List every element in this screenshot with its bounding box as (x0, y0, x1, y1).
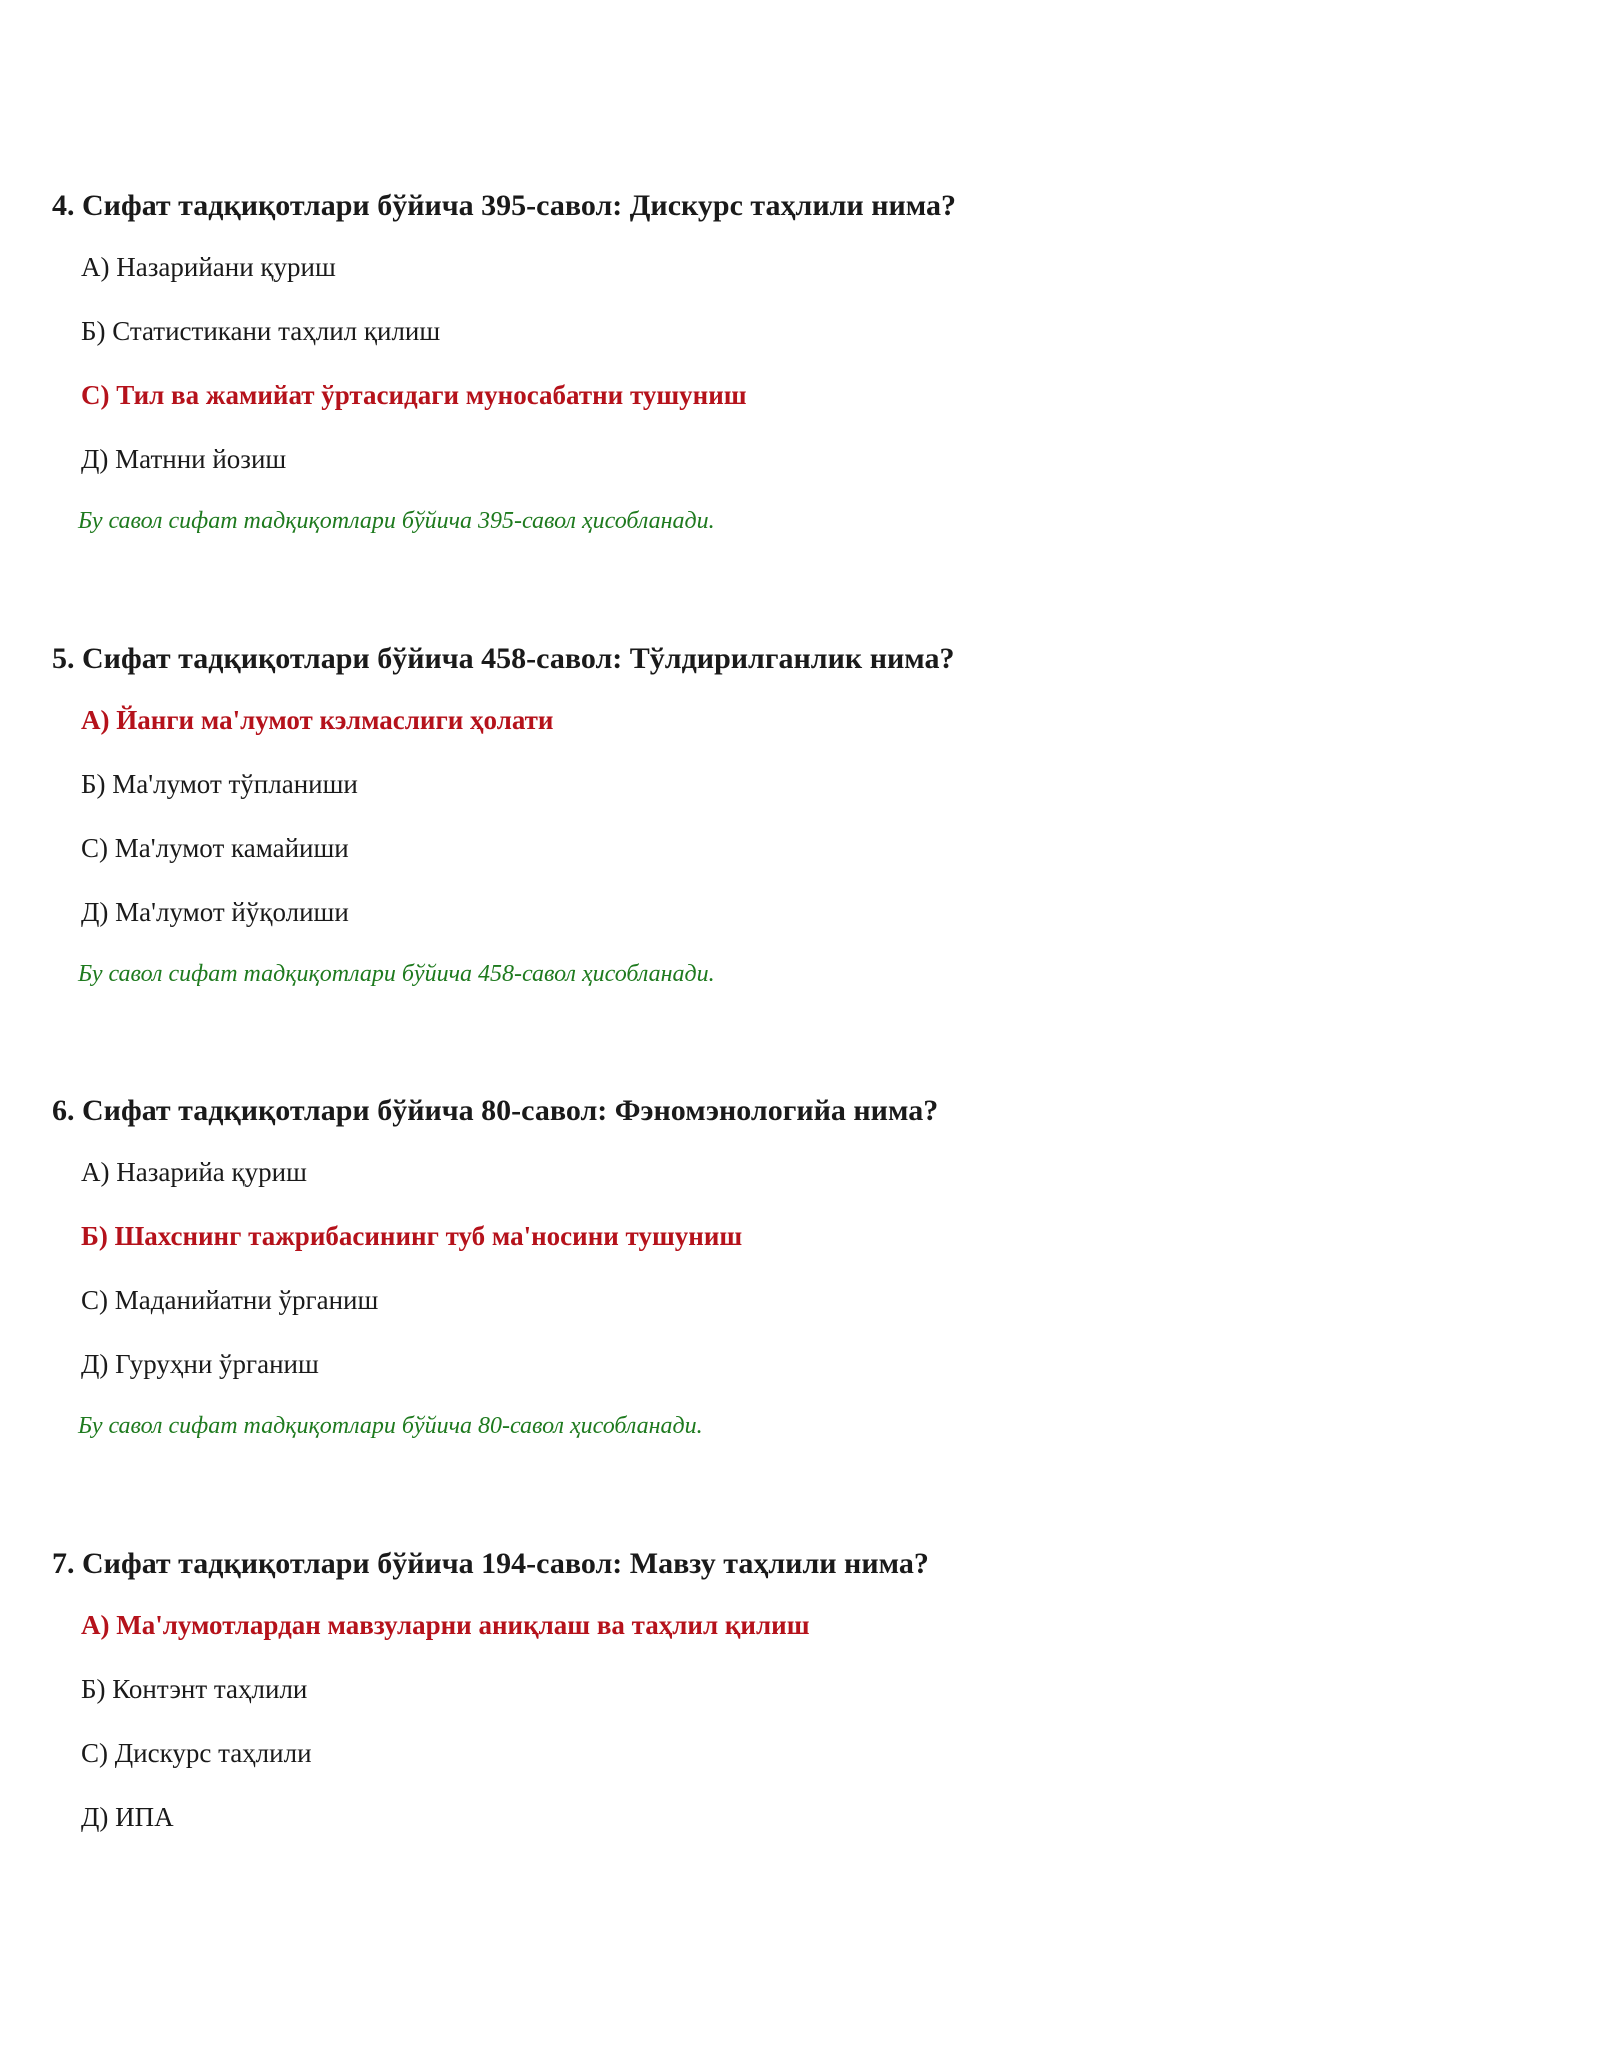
question-title: 5. Сифат тадқиқотлари бўйича 458-савол: Тўлдирилганлик нима? (52, 642, 955, 675)
options-list (52, 1605, 1532, 1837)
options-list (52, 1152, 1532, 1384)
option-a: А) Назарийани қуриш (81, 252, 336, 282)
question-title: 4. Сифат тадқиқотлари бўйича 395-савол: Дискурс таҳлили нима? (52, 189, 957, 222)
option-d: Д) ИПА (81, 1802, 174, 1832)
option-b: Б) Статистикани таҳлил қилиш (81, 316, 441, 346)
question-title: 6. Сифат тадқиқотлари бўйича 80-савол: Фэномэнологийа нима? (52, 1094, 939, 1127)
question-block (52, 636, 1532, 992)
option-d: Д) Ма'лумот йўқолиши (81, 897, 349, 927)
question-note: Бу савол сифат тадқиқотлари бўйича 458-савол ҳисобланади. (78, 961, 715, 987)
option-d: Д) Гуруҳни ўрганиш (81, 1349, 319, 1379)
option-b: Б) Ма'лумот тўпланиши (81, 769, 358, 799)
option-c-correct: С) Тил ва жамийат ўртасидаги муносабатни тушуниш (81, 380, 747, 410)
question-block (52, 1541, 1532, 1861)
option-b: Б) Контэнт таҳлили (81, 1674, 308, 1704)
option-c: С) Ма'лумот камайиши (81, 833, 349, 863)
option-a-correct: А) Ма'лумотлардан мавзуларни аниқлаш ва таҳлил қилиш (81, 1610, 810, 1640)
question-note: Бу савол сифат тадқиқотлари бўйича 395-савол ҳисобланади. (78, 508, 715, 534)
options-list (52, 247, 1532, 479)
option-a: А) Назарийа қуриш (81, 1157, 307, 1187)
option-d: Д) Матнни йозиш (81, 444, 287, 474)
option-c: С) Дискурс таҳлили (81, 1738, 312, 1768)
option-a-correct: А) Йанги ма'лумот кэлмаслиги ҳолати (81, 705, 554, 735)
question-block (52, 183, 1532, 539)
question-title: 7. Сифат тадқиқотлари бўйича 194-савол: Мавзу таҳлили нима? (52, 1547, 929, 1580)
question-note: Бу савол сифат тадқиқотлари бўйича 80-савол ҳисобланади. (78, 1413, 703, 1439)
options-list (52, 700, 1532, 932)
question-block (52, 1088, 1532, 1444)
option-b-correct: Б) Шахснинг тажрибасининг туб ма'носини тушуниш (81, 1221, 743, 1251)
option-c: С) Маданийатни ўрганиш (81, 1285, 379, 1315)
